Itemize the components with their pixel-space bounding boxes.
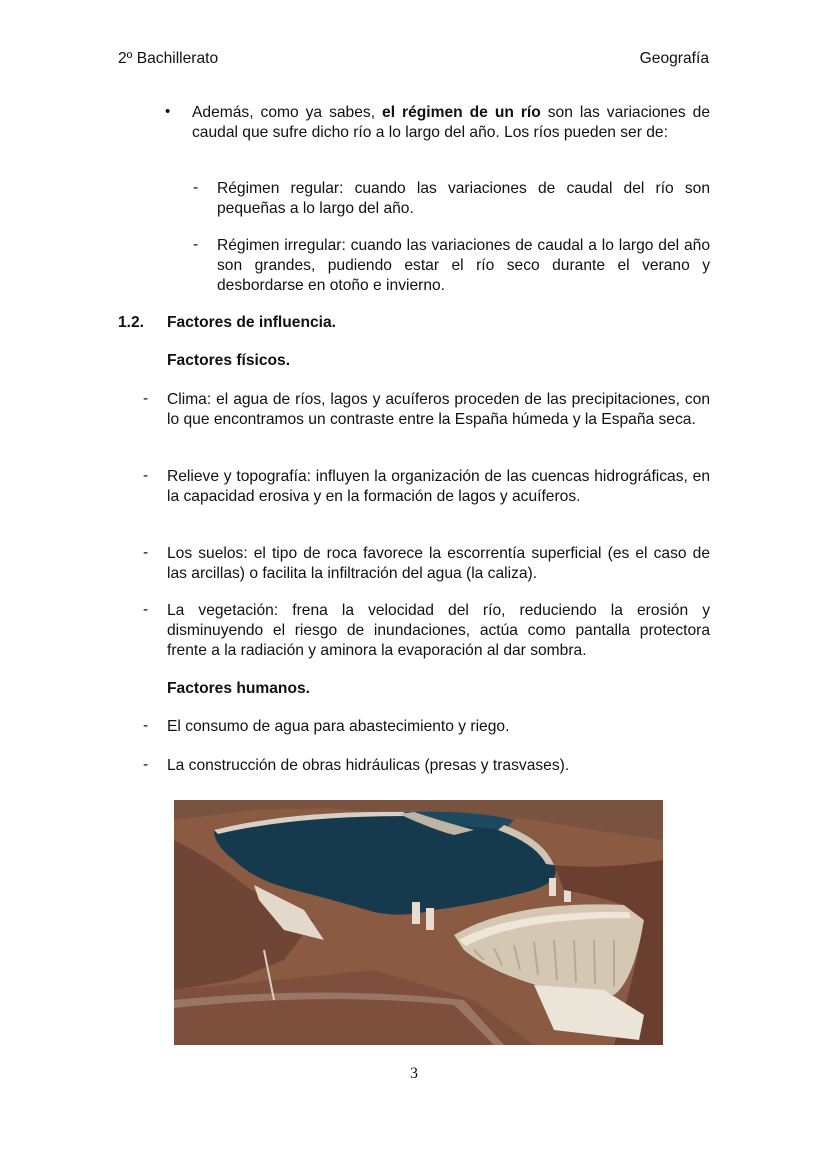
factor-vegetation: La vegetación: frena la velocidad del río, reduciendo la erosión y disminuyendo el riesgo de inundaciones, actúa como pantalla protectora frente a la radiación y aminora la evaporación al dar sombra.	[167, 602, 710, 659]
river-regime-paragraph	[192, 103, 710, 143]
factor-relief: Relieve y topografía: influyen la organización de las cuencas hidrográficas, en la capacidad erosiva y en la formación de lagos y acuíferos.	[167, 468, 710, 505]
physical-factors-title: Factores físicos.	[167, 352, 291, 369]
dash-marker: -	[193, 179, 199, 196]
factor-soils: Los suelos: el tipo de roca favorece la escorrentía superficial (es el caso de las arcillas) o facilita la infiltración del agua (la caliza).	[167, 545, 710, 582]
bullet-text-end: son las variaciones de caudal que sufre dicho río a lo largo del año. Los ríos pueden ser de:	[192, 104, 710, 141]
dash-marker: -	[143, 467, 149, 484]
dash-marker: -	[143, 756, 149, 773]
factor-water-consumption: El consumo de agua para abastecimiento y riego.	[167, 718, 510, 735]
factor-hydraulic-works: La construcción de obras hidráulicas (presas y trasvases).	[167, 757, 570, 774]
section-title: Factores de influencia.	[167, 314, 336, 331]
bullet-text-bold: el régimen de un río	[382, 104, 541, 121]
factor-climate: Clima: el agua de ríos, lagos y acuíferos proceden de las precipitaciones, con lo que encontramos un contraste entre la España húmeda y la España seca.	[167, 391, 710, 428]
header-subject: Geografía	[639, 50, 709, 67]
human-factors-title: Factores humanos.	[167, 680, 310, 697]
section-number: 1.2.	[118, 314, 145, 331]
header-course: 2º Bachillerato	[118, 50, 219, 67]
bullet-text-start: Además, como ya sabes,	[192, 104, 383, 121]
dash-marker: -	[143, 544, 149, 561]
bullet-icon: •	[165, 103, 171, 120]
dam-photo	[174, 800, 663, 1045]
regime-regular: Régimen regular: cuando las variaciones de caudal del río son pequeñas a lo largo del año.	[217, 180, 710, 217]
dash-marker: -	[193, 236, 199, 253]
dash-marker: -	[143, 390, 149, 407]
page-number: 3	[410, 1065, 418, 1082]
regime-irregular: Régimen irregular: cuando las variaciones de caudal a lo largo del año son grandes, pudiendo estar el río seco durante el verano y desbordarse en otoño e invierno.	[217, 237, 710, 294]
dash-marker: -	[143, 601, 149, 618]
dash-marker: -	[143, 717, 149, 734]
